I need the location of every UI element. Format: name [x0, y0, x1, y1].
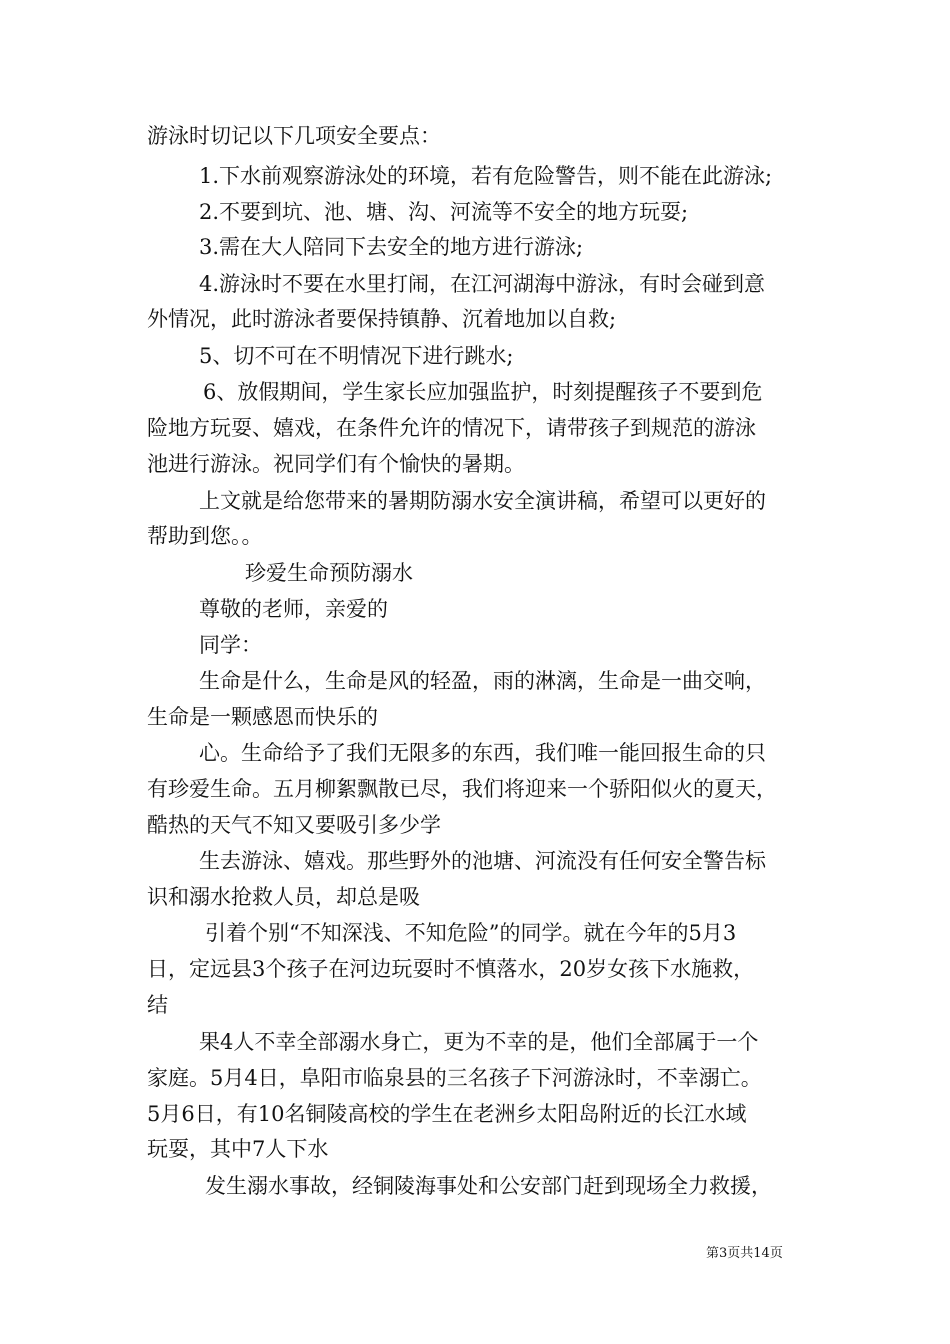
text-line-6: 外情况，此时游泳者要保持镇静、沉着地加以自救;	[147, 307, 617, 331]
text-line-9: 险地方玩耍、嬉戏，在条件允许的情况下，请带孩子到规范的游泳	[147, 416, 756, 440]
text-line-16: 生命是什么，生命是风的轻盈，雨的淋漓，生命是一曲交响，	[199, 669, 766, 693]
text-line-12: 帮助到您。。	[147, 524, 263, 548]
text-line-20: 酷热的天气不知又要吸引多少学	[147, 813, 441, 837]
text-line-2: 1.下水前观察游泳处的环境，若有危险警告，则不能在此游泳;	[199, 164, 773, 188]
text-line-24: 日，定远县3个孩子在河边玩耍时不慎落水，20岁女孩下水施救，	[147, 957, 755, 981]
section-heading: 珍爱生命预防溺水	[245, 561, 413, 585]
text-line-5: 4.游泳时不要在水里打闹，在江河湖海中游泳，有时会碰到意	[199, 272, 766, 296]
text-line-29: 玩耍，其中7人下水	[147, 1137, 329, 1161]
text-line-10: 池进行游泳。祝同学们有个愉快的暑期。	[147, 452, 525, 476]
text-line-30: 发生溺水事故，经铜陵海事处和公安部门赶到现场全力救援，	[205, 1174, 772, 1198]
text-line-7: 5、切不可在不明情况下进行跳水;	[199, 344, 514, 368]
text-line-27: 家庭。5月4日，阜阳市临泉县的三名孩子下河游泳时，不幸溺亡。	[147, 1066, 762, 1090]
text-line-19: 有珍爱生命。五月柳絮飘散已尽，我们将迎来一个骄阳似火的夏天，	[147, 777, 777, 801]
text-line-3: 2.不要到坑、池、塘、沟、河流等不安全的地方玩耍;	[199, 200, 689, 224]
text-line-17: 生命是一颗感恩而快乐的	[147, 705, 378, 729]
text-line-21: 生去游泳、嬉戏。那些野外的池塘、河流没有任何安全警告标	[199, 849, 766, 873]
page-number: 第3页共14页	[706, 1246, 783, 1261]
text-line-22: 识和溺水抢救人员，却总是吸	[147, 885, 420, 909]
text-line-18: 心。生命给予了我们无限多的东西，我们唯一能回报生命的只	[199, 741, 766, 765]
text-line-23: 引着个别“不知深浅、不知危险”的同学。就在今年的5月3	[205, 921, 737, 945]
text-line-1: 游泳时切记以下几项安全要点：	[147, 124, 441, 148]
text-line-25: 结	[147, 993, 168, 1017]
text-line-8: 6、放假期间，学生家长应加强监护，时刻提醒孩子不要到危	[203, 380, 763, 404]
text-line-14: 尊敬的老师，亲爱的	[199, 597, 388, 621]
text-line-11: 上文就是给您带来的暑期防溺水安全演讲稿，希望可以更好的	[199, 489, 766, 513]
text-line-4: 3.需在大人陪同下去安全的地方进行游泳;	[199, 235, 584, 259]
text-line-28: 5月6日，有10名铜陵高校的学生在老洲乡太阳岛附近的长江水域	[147, 1102, 747, 1126]
text-line-15: 同学：	[199, 633, 262, 657]
text-line-26: 果4人不幸全部溺水身亡，更为不幸的是，他们全部属于一个	[199, 1030, 759, 1054]
